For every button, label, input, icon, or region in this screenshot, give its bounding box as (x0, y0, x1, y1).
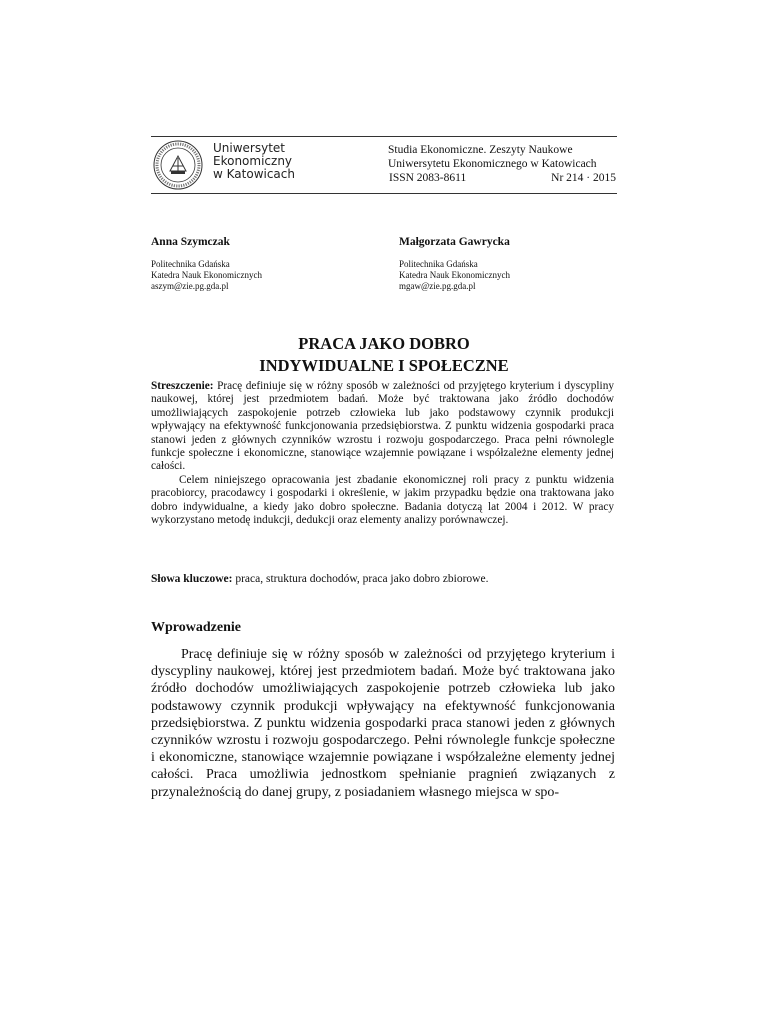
journal-title: Studia Ekonomiczne. Zeszyty Naukowe (388, 144, 573, 156)
abstract-text: Pracę definiuje się w różny sposób w zależności od przyjętego kryterium i dyscypliny naukowej, której jest przedmiotem badań. Może być traktowana jako źródło dochodów umożliwiających zaspokojenie potrzeb człowieka lub jako podstawowy czynnik produkcji wpływający na efektywność funkcjonowania przedsiębiorstwa. Z punktu widzenia gospodarki praca stanowi jeden z głównych czynników wzrostu i rozwoju gospodarczego. Praca pełni równolegle funkcje społeczne i ekonomiczne, stanowiące wzajemnie powiązane i współzależne elementy jednej całości. (151, 380, 614, 473)
abstract (151, 380, 614, 527)
author-affiliation (399, 259, 629, 292)
university-name (213, 142, 295, 181)
university-seal-logo (153, 140, 203, 190)
issn: ISSN 2083-8611 (389, 172, 467, 184)
keywords-text: praca, struktura dochodów, praca jako dobro zbiorowe. (232, 573, 489, 585)
issn-row (388, 171, 616, 185)
author-name: Anna Szymczak (151, 236, 230, 248)
author-block (399, 236, 629, 292)
journal-subtitle: Uniwersytetu Ekonomicznego w Katowicach (388, 158, 597, 170)
affiliation-department: Katedra Nauk Ekonomicznych (399, 270, 510, 280)
article-title (151, 333, 617, 377)
author-email: mgaw@zie.pg.gda.pl (399, 281, 476, 291)
abstract-paragraph (151, 380, 614, 474)
body-paragraph: Pracę definiuje się w różny sposób w zależności od przyjętego kryterium i dyscypliny naukowej, której jest przedmiotem badań. Może być traktowana jako źródło dochodów umożliwiających zaspokojenie potrzeb człowieka lub jako podstawowy czynnik produkcji wpływający na efektywność funkcjonowania przedsiębiorstwa. Z punktu widzenia gospodarki praca stanowi jeden z głównych czynników wzrostu i rozwoju gospodarczego. Pełni równolegle funkcje społeczne i ekonomiczne, stanowiące wzajemnie powiązane i współzależne elementy jednej całości. Praca umożliwia jednostkom spełnianie pragnień związanych z przynależnością do danej grupy, z posiadaniem własnego miejsca w spo- (151, 647, 615, 800)
affiliation-institution: Politechnika Gdańska (399, 259, 478, 269)
affiliation-institution: Politechnika Gdańska (151, 259, 230, 269)
author-email: aszym@zie.pg.gda.pl (151, 281, 229, 291)
affiliation-department: Katedra Nauk Ekonomicznych (151, 270, 262, 280)
university-name-line: Uniwersytet (213, 141, 285, 155)
keywords (151, 572, 617, 586)
author-name: Małgorzata Gawrycka (399, 236, 510, 248)
issue-number: Nr 214 · 2015 (551, 172, 616, 184)
article-title-line: PRACA JAKO DOBRO (298, 334, 470, 353)
abstract-label: Streszczenie: (151, 380, 214, 392)
keywords-label: Słowa kluczowe: (151, 573, 233, 585)
author-block (151, 236, 381, 292)
university-name-line: w Katowicach (213, 167, 295, 181)
abstract-paragraph: Celem niniejszego opracowania jest zbadanie ekonomicznej roli pracy z punktu widzenia pracobiorcy, pracodawcy i gospodarki i określenie, w jakim przypadku będzie ona traktowana jako dobro indywidualne, a kiedy jako dobro społeczne. Badania dotyczą lat 2004 i 2012. W pracy wykorzystano metodę indukcji, dedukcji oraz elementy analizy porównawczej. (151, 473, 614, 527)
journal-header (151, 136, 617, 194)
article-title-line: INDYWIDUALNE I SPOŁECZNE (259, 356, 509, 375)
author-affiliation (151, 259, 381, 292)
journal-info (388, 143, 616, 185)
section-heading: Wprowadzenie (151, 620, 241, 635)
university-name-line: Ekonomiczny (213, 154, 293, 168)
